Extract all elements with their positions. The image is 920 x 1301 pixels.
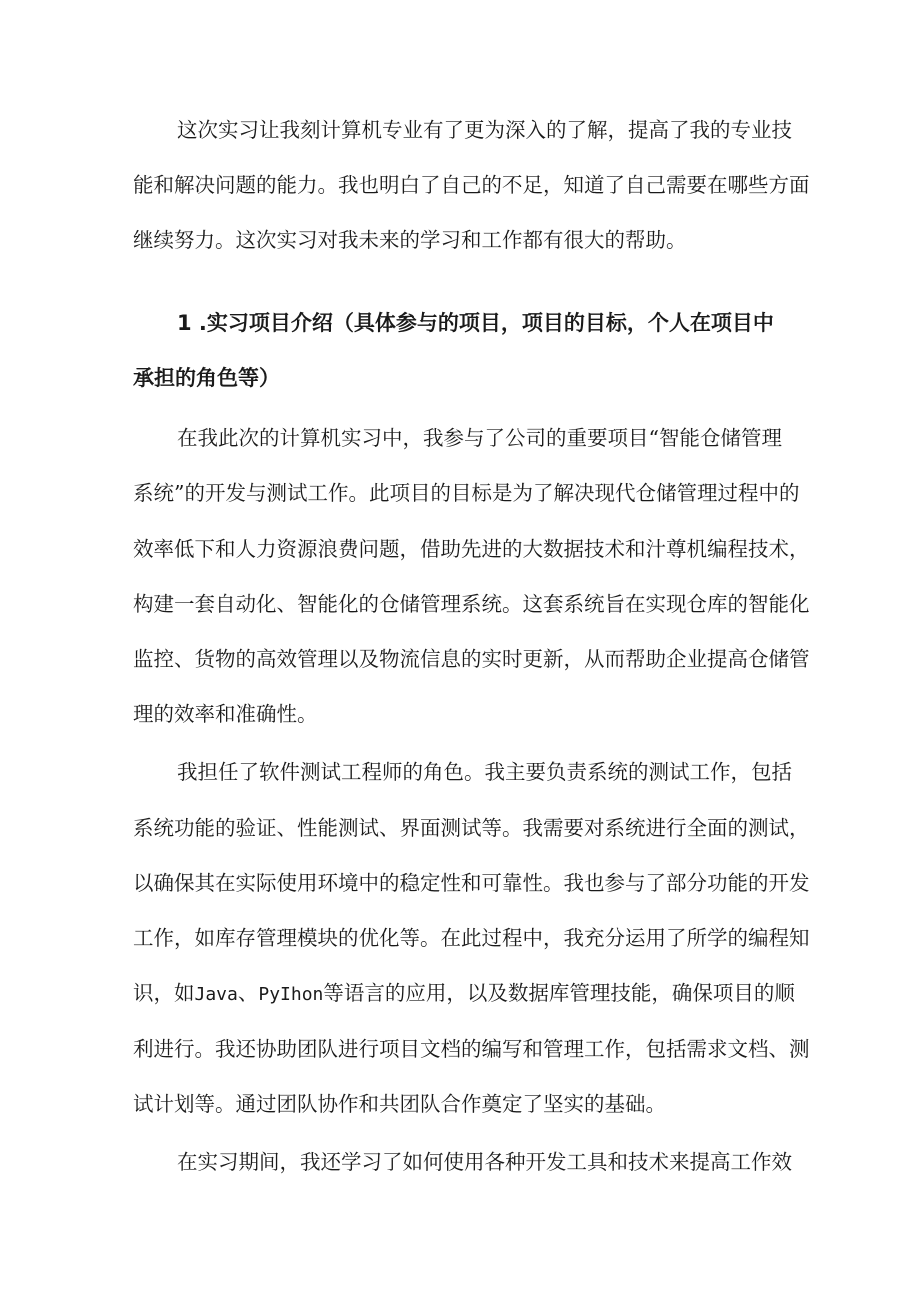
line-text: 识，如 bbox=[133, 981, 195, 1005]
paragraph-line: 理的效率和准确性。 bbox=[133, 702, 318, 726]
language-name-java: Java bbox=[194, 984, 238, 1005]
language-name-python: PyIhon bbox=[258, 984, 324, 1005]
line-text: 等语言的应用，以及数据库管理技能，确保项目的顺 bbox=[323, 981, 795, 1005]
paragraph-line: 我担任了软件测试工程师的角色。我主要负责系统的测试工作，包括 bbox=[177, 760, 792, 784]
paragraph-line: 这次实习让我刻计算机专业有了更为深入的了解，提高了我的专业技 bbox=[177, 118, 792, 142]
paragraph-line bbox=[133, 983, 795, 1004]
paragraph-line: 以确保其在实际使用环境中的稳定性和可靠性。我也参与了部分功能的开发 bbox=[133, 871, 810, 895]
paragraph-line: 监控、货物的高效管理以及物流信息的实时更新，从而帮助企业提高仓储管 bbox=[133, 647, 810, 671]
paragraph-line: 利进行。我还协助团队进行项目文档的编写和管理工作，包括需求文档、测 bbox=[133, 1037, 810, 1061]
paragraph-line: 试计划等。通过团队协作和共团队合作奠定了坚实的基础。 bbox=[133, 1092, 666, 1116]
paragraph-line: 系统功能的验证、性能测试、界面测试等。我需要对系统进行全面的测试， bbox=[133, 816, 810, 840]
line-text: 、 bbox=[237, 981, 259, 1005]
paragraph-line: 系统”的开发与测试工作。此项目的目标是为了解决现代仓储管理过程中的 bbox=[133, 481, 800, 505]
paragraph-line: 构建一套自动化、智能化的仓储管理系统。这套系统旨在实现仓库的智能化 bbox=[133, 592, 810, 616]
paragraph-line: 工作，如库存管理模块的优化等。在此过程中，我充分运用了所学的编程知 bbox=[133, 926, 810, 950]
section-heading: 1 .实习项目介绍（具体参与的项目，项目的目标，个人在项目中 bbox=[177, 311, 774, 335]
paragraph-line: 能和解决问题的能力。我也明白了自己的不足，知道了自己需要在哪些方面 bbox=[133, 173, 810, 197]
paragraph-line: 在实习期间，我还学习了如何使用各种开发工具和技术来提高工作效 bbox=[177, 1150, 792, 1174]
paragraph-line: 效率低下和人力资源浪费问题，借助先进的大数据技术和汁尊机编程技术， bbox=[133, 537, 810, 561]
paragraph-line: 继续努力。这次实习对我未来的学习和工作都有很大的帮助。 bbox=[133, 228, 687, 252]
section-heading: 承担的角色等） bbox=[133, 366, 280, 390]
paragraph-line: 在我此次的计算机实习中，我参与了公司的重要项目“智能仓储管理 bbox=[177, 426, 782, 450]
